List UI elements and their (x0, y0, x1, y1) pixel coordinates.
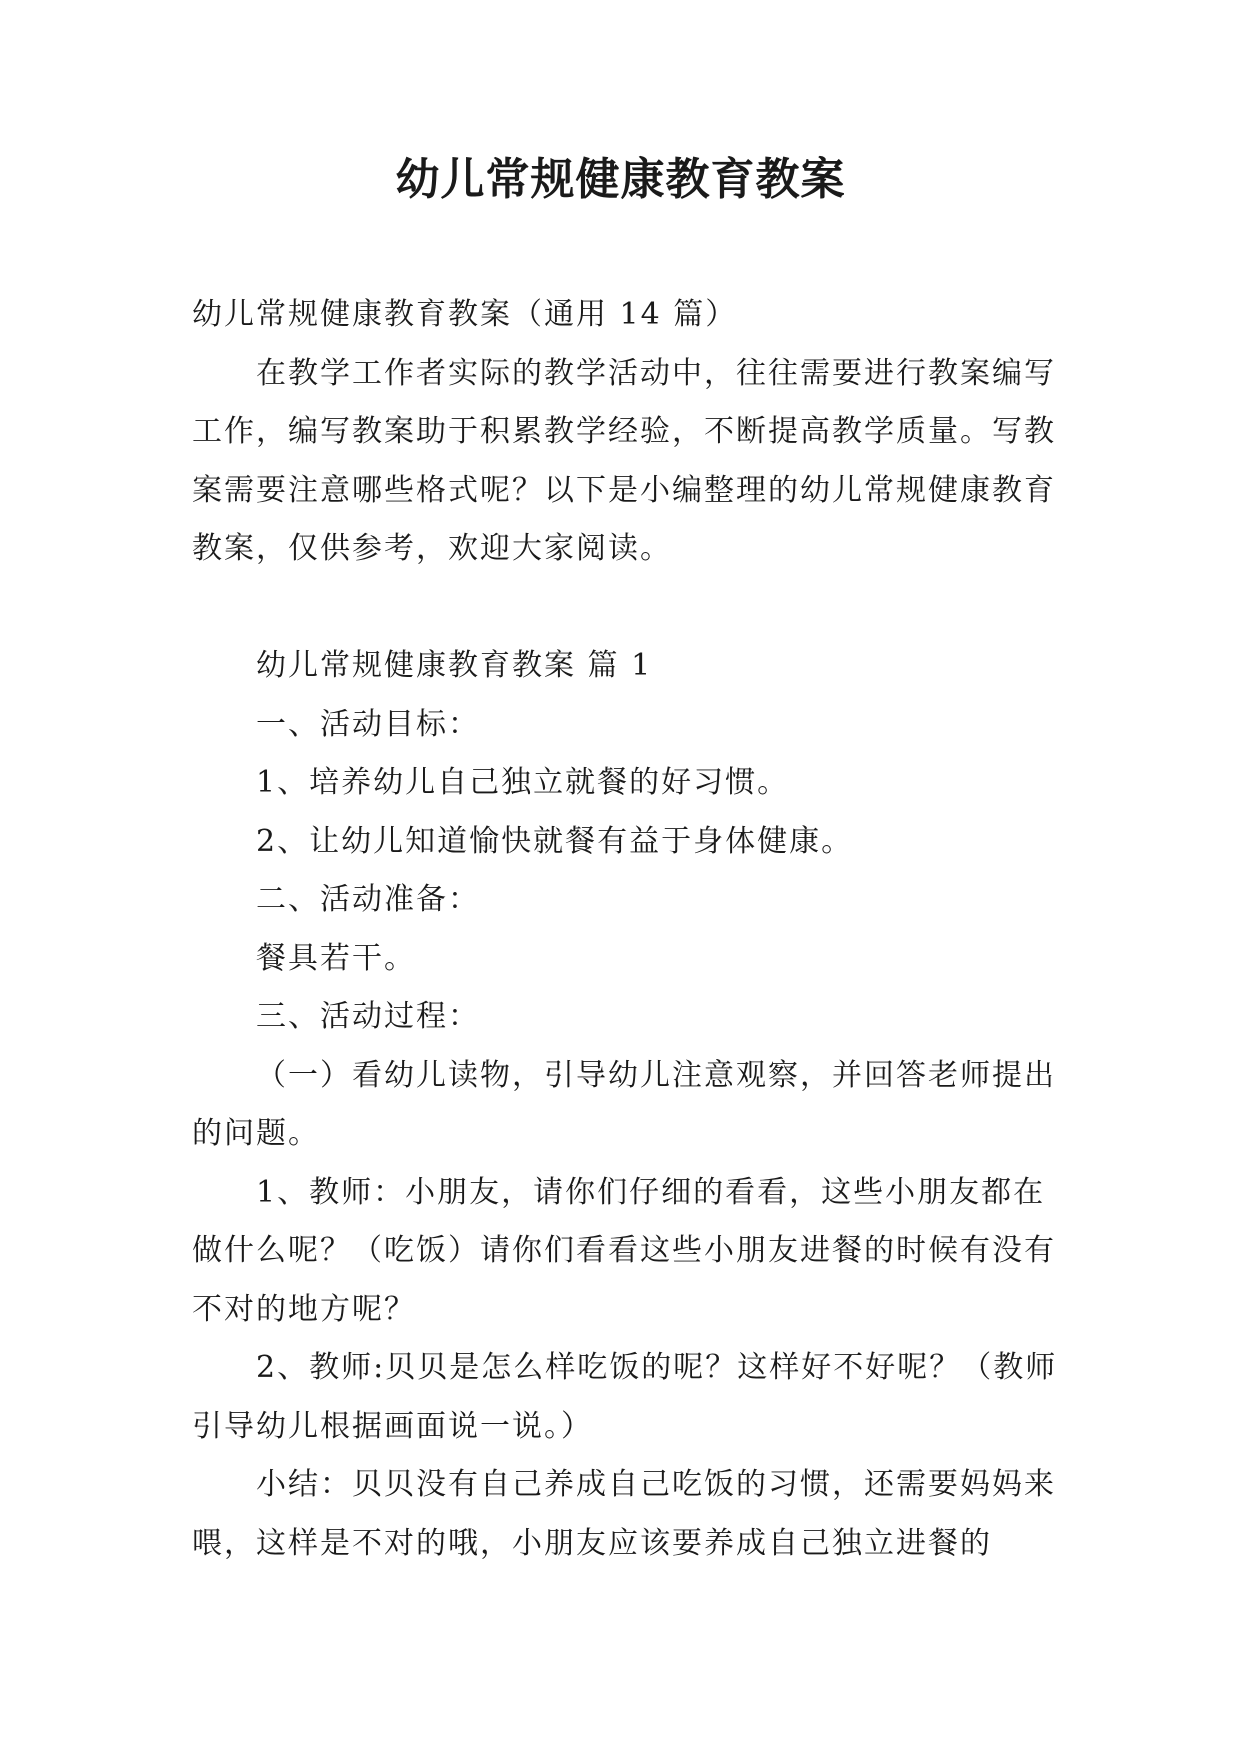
goals-heading: 一、活动目标： (256, 706, 480, 742)
document-subtitle: 幼儿常规健康教育教案（通用 14 篇） (192, 297, 738, 332)
section-heading: 幼儿常规健康教育教案 篇 1 (256, 648, 653, 683)
intro-paragraph: 在教学工作者实际的教学活动中，往往需要进行教案编写工作，编写教案助于积累教学经验，不断提高教学质量。写教案需要注意哪些格式呢？以下是小编整理的幼儿常规健康教育教案，仅供参考，欢迎大家阅读。 (192, 355, 1056, 566)
teacher-question-1: 1、教师：小朋友，请你们仔细的看看，这些小朋友都在做什么呢？（吃饭）请你们看看这些小朋友进餐的时候有没有不对的地方呢？ (192, 1174, 1056, 1327)
preparation-heading: 二、活动准备： (256, 882, 480, 917)
preparation-text: 餐具若干。 (256, 940, 416, 976)
process-step-1: （一）看幼儿读物，引导幼儿注意观察，并回答老师提出的问题。 (192, 1057, 1056, 1151)
document-body (192, 286, 1062, 1573)
goal-item-2: 2、让幼儿知道愉快就餐有益于身体健康。 (256, 823, 854, 859)
process-heading: 三、活动过程： (256, 999, 480, 1034)
paragraph-gap (192, 579, 1062, 638)
summary-paragraph: 小结：贝贝没有自己养成自己吃饭的习惯，还需要妈妈来喂，这样是不对的哦，小朋友应该要养成自己独立进餐的 (192, 1467, 1056, 1561)
document-title: 幼儿常规健康教育教案 (395, 154, 846, 205)
teacher-question-2: 2、教师:贝贝是怎么样吃饭的呢？这样好不好呢？（教师引导幼儿根据画面说一说。） (192, 1350, 1058, 1444)
goal-item-1: 1、培养幼儿自己独立就餐的好习惯。 (256, 765, 790, 800)
